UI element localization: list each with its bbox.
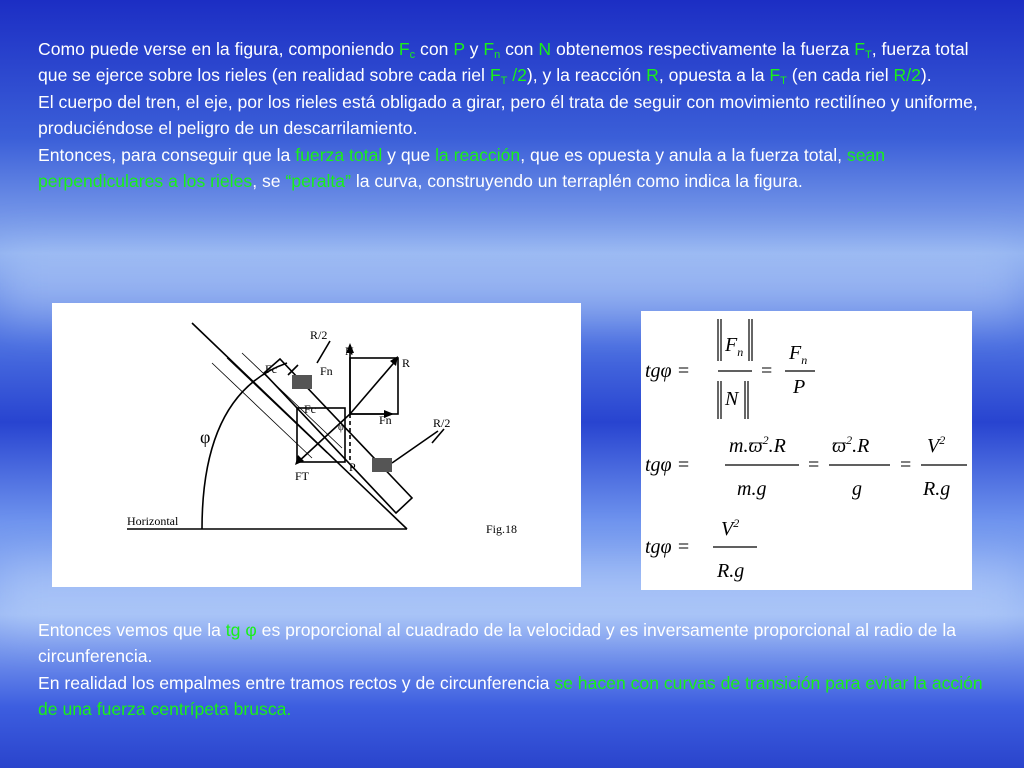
eq2-num2: $ϖ^2.R$: [832, 433, 870, 457]
svg-text:R: R: [402, 356, 411, 370]
eq2-num3: $V^2$: [927, 433, 946, 457]
eq2-equals-1: =: [808, 454, 820, 476]
axle-bar: [264, 359, 412, 513]
equations-panel: [641, 311, 972, 590]
eq1-equals: =: [761, 360, 773, 382]
eq3-num: $V^2$: [721, 516, 740, 540]
svg-text:Fn: Fn: [379, 413, 392, 427]
conclusion-text: Entonces vemos que la tg φ es proporcional al cuadrado de la velocidad y es inversamente proporcional al radio de la circunferencia. En realidad los empalmes entre tramos rectos y de circunferencia se hacen con curvas de transición para evitar la acción de una fuerza centrípeta brusca.: [38, 620, 983, 720]
eq1-lhs: tgφ =: [645, 360, 691, 382]
figure-drawing: [52, 303, 581, 587]
svg-text:P: P: [349, 460, 356, 474]
angle-arc: [202, 363, 287, 529]
svg-text:R/2: R/2: [433, 416, 451, 430]
eq2-num1: $m.ϖ^2.R$: [729, 433, 786, 457]
svg-text:Fig.18: Fig.18: [486, 522, 518, 536]
eq1-fn-num2: $F_n$: [789, 342, 808, 367]
svg-text:R/2: R/2: [310, 328, 328, 342]
svg-text:Fc: Fc: [265, 362, 277, 376]
eq3-lhs: tgφ =: [645, 536, 691, 558]
equations-drawing: [641, 311, 972, 590]
banked-curve-figure: [52, 303, 581, 587]
eq2-equals-2: =: [900, 454, 912, 476]
embankment-slope: [192, 323, 407, 529]
intro-text: Como puede verse en la figura, componiendo $F_c$ con P y $F_n$ con N obtenemos respectivamente la fuerza $F_T$, fuerza total que se ejerce sobre los rieles (en realidad sobre cada riel $F_T$ /2), y la reacción R, opuesta a la $F_T$ (en cada riel R/2). El cuerpo del tren, el eje, por los rieles está obligado a girar, pero él trata de seguir con movimiento rectilíneo y uniforme, produciéndose el peligro de un descarrilamiento. Entonces, para conseguir que la fuerza total y que la reacción, que es opuesta y anula a la fuerza total, sean perpendiculares a los rieles, se “peralta” la curva, construyendo un terraplén como indica la figura.: [38, 39, 978, 192]
eq2-lhs: tgφ =: [645, 454, 691, 476]
svg-text:Horizontal: Horizontal: [127, 514, 179, 528]
paragraph-derailment: El cuerpo del tren, el eje, por los rieles está obligado a girar, pero él trata de seguir con movimiento rectilíneo y uniforme, produciéndose el peligro de un descarrilamiento.: [38, 91, 978, 139]
svg-text:φ: φ: [338, 422, 344, 433]
svg-text:φ: φ: [200, 427, 211, 447]
eq1-p-den: P: [793, 376, 806, 398]
svg-text:Fn: Fn: [320, 364, 333, 378]
eq2-den2: g: [852, 478, 862, 500]
svg-text:Fc: Fc: [304, 402, 316, 416]
svg-text:FT: FT: [295, 469, 310, 483]
eq2-den1: m.g: [737, 478, 767, 500]
svg-text:N: N: [345, 344, 354, 358]
eq1-fn-num: $F_n$: [725, 334, 744, 359]
eq3-den: R.g: [717, 560, 745, 582]
eq1-n-den: N: [725, 388, 739, 410]
eq2-den3: R.g: [923, 478, 951, 500]
